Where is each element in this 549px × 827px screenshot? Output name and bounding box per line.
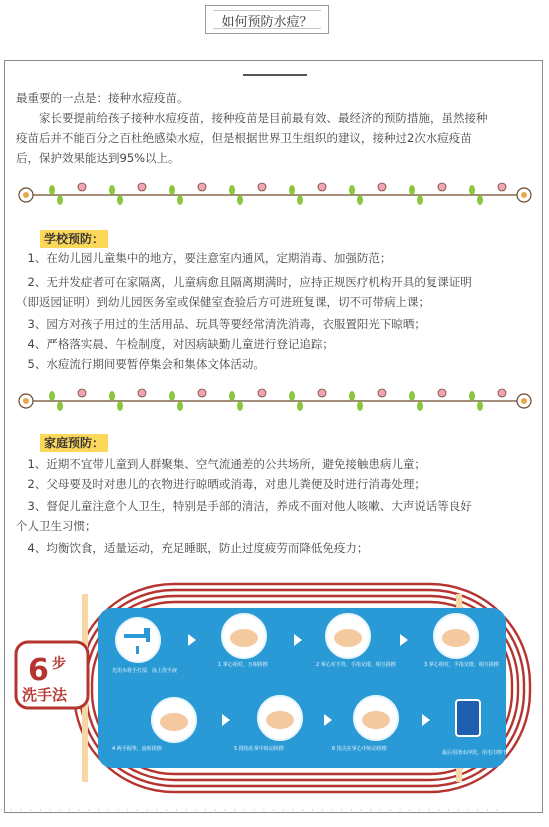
badge-unit: 步 bbox=[52, 656, 66, 672]
intro-line-1: 家长要提前给孩子接种水痘疫苗，接种疫苗是目前最有效、最经济的预防措施，虽然接种 bbox=[16, 111, 488, 125]
step-4-caption: 4 两手握拳，旋转搓擦 bbox=[112, 746, 162, 752]
school-line-6: 5、水痘流行期间要暂停集会和集体文体活动。 bbox=[16, 357, 265, 371]
step-1-caption: 1 掌心相对，互相搓擦 bbox=[218, 662, 268, 668]
badge-number: 6 bbox=[28, 653, 49, 688]
vine-divider-1 bbox=[18, 178, 532, 212]
badge-label: 洗手法 bbox=[22, 686, 68, 704]
step-2-caption: 2 掌心对手背，手指交错，相互搓擦 bbox=[316, 662, 396, 668]
title-area bbox=[0, 0, 549, 44]
family-line-3: 3、督促儿童注意个人卫生，特别是手部的清洁，养成不面对他人咳嗽、大声说话等良好 bbox=[16, 499, 472, 513]
page-title: 如何预防水痘？ bbox=[221, 15, 313, 30]
school-line-4: 3、园方对孩子用过的生活用品、玩具等要经常清洗消毒，衣服置阳光下晾晒； bbox=[16, 317, 426, 331]
family-heading: 家庭预防： bbox=[40, 434, 108, 451]
family-line-2: 2、父母要及时对患儿的衣物进行晾晒或消毒，对患儿粪便及时进行消毒处理； bbox=[16, 477, 426, 491]
family-line-1: 1、近期不宜带儿童到人群聚集、空气流通差的公共场所，避免接触患病儿童； bbox=[16, 457, 426, 471]
school-line-2: 2、无并发症者可在家隔离，儿童病愈且隔离期满时，应持正规医疗机构开具的复课证明 bbox=[16, 275, 472, 289]
six-step-badge bbox=[16, 642, 88, 708]
step-5-caption: 5 拇指在掌中转动搓擦 bbox=[234, 746, 284, 752]
top-rule bbox=[243, 74, 307, 76]
school-line-3: （即返园证明）到幼儿园医务室或保健室查验后方可进班复课，切不可带病上课； bbox=[16, 295, 430, 309]
family-line-5: 4、均衡饮食，适量运动，充足睡眠，防止过度疲劳而降低免疫力； bbox=[16, 541, 369, 555]
bottom-left-dots: · · · · · · · · · · · · · · · · · · · · · · · · · · · · · · · · · · · · · · · · · · · · · · · · · · · · bbox=[0, 806, 501, 816]
intro-line-3: 后，保护效果能达到95%以上。 bbox=[16, 151, 180, 165]
vine-divider-2 bbox=[18, 384, 532, 418]
school-line-5: 4、严格落实晨、午检制度，对因病缺勤儿童进行登记追踪； bbox=[16, 337, 334, 351]
step-6-caption: 6 指尖在掌心中转动搓擦 bbox=[332, 746, 387, 752]
school-heading: 学校预防： bbox=[40, 230, 108, 247]
step-0-caption: 先用水将手打湿，涂上洗手液 bbox=[112, 668, 178, 674]
intro-lead: 最重要的一点是：接种水痘疫苗。 bbox=[16, 91, 189, 105]
intro-line-2: 疫苗后并不能百分之百杜绝感染水痘，但是根据世界卫生组织的建议，接种过2次水痘疫苗 bbox=[16, 131, 472, 145]
step-7-caption: 最后用清水冲洗，用毛巾擦干 bbox=[442, 750, 508, 756]
title-box bbox=[205, 5, 329, 34]
step-3-caption: 3 掌心相对，手指交错，相互搓擦 bbox=[424, 662, 499, 668]
handwash-steps-illustration bbox=[12, 582, 532, 794]
family-line-4: 个人卫生习惯； bbox=[16, 519, 97, 533]
school-line-1: 1、在幼儿园儿童集中的地方，要注意室内通风，定期消毒、加强防范； bbox=[16, 251, 392, 265]
